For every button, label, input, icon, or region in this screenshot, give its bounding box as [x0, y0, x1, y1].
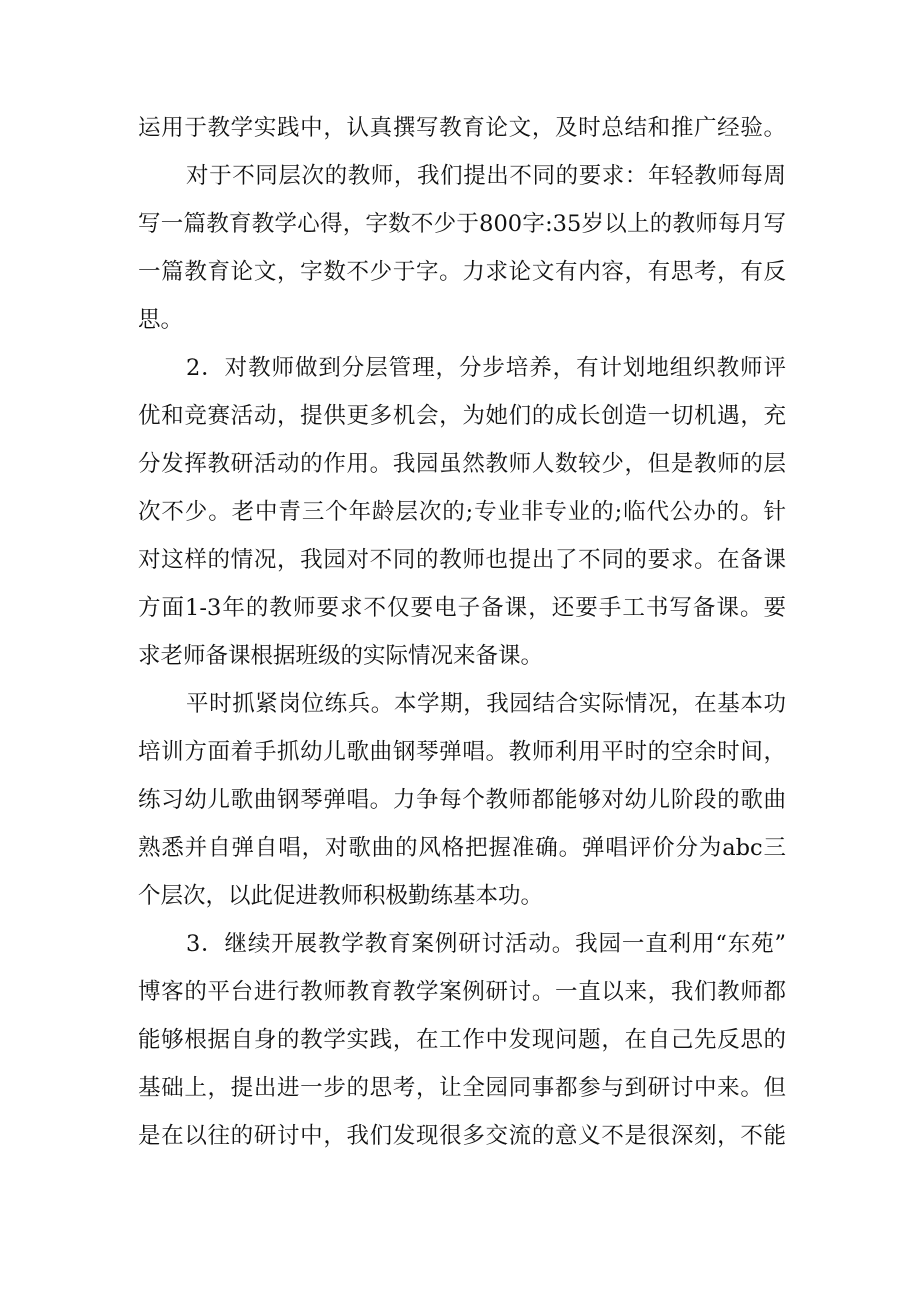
text-line: 次不少。老中青三个年龄层次的;专业非专业的;临代公办的。针 — [138, 499, 786, 525]
text-line: 对于不同层次的教师，我们提出不同的要求：年轻教师每周 — [186, 163, 786, 189]
text-line: 优和竞赛活动，提供更多机会，为她们的成长创造一切机遇，充 — [138, 403, 786, 429]
text-line: 一篇教育论文，字数不少于字。力求论文有内容，有思考，有反 — [138, 259, 786, 285]
text-line: 对这样的情况，我园对不同的教师也提出了不同的要求。在备课 — [138, 547, 786, 573]
text-line: 是在以往的研讨中，我们发现很多交流的意义不是很深刻，不能 — [138, 1123, 786, 1149]
text-line: 培训方面着手抓幼儿歌曲钢琴弹唱。教师利用平时的空余时间， — [138, 739, 786, 765]
text-line: 博客的平台进行教师教育教学案例研讨。一直以来，我们教师都 — [138, 979, 786, 1005]
text-line: 思。 — [138, 307, 184, 333]
text-line: 写一篇教育教学心得，字数不少于800字:35岁以上的教师每月写 — [138, 211, 786, 237]
text-line: 运用于教学实践中，认真撰写教育论文，及时总结和推广经验。 — [138, 115, 786, 141]
text-line: 3．继续开展教学教育案例研讨活动。我园一直利用“东苑” — [186, 931, 786, 957]
body-text — [138, 104, 786, 1160]
text-line: 练习幼儿歌曲钢琴弹唱。力争每个教师都能够对幼儿阶段的歌曲 — [138, 787, 786, 813]
text-line: 基础上，提出进一步的思考，让全园同事都参与到研讨中来。但 — [138, 1075, 786, 1101]
text-line: 2．对教师做到分层管理，分步培养，有计划地组织教师评 — [186, 355, 786, 381]
text-line: 平时抓紧岗位练兵。本学期，我园结合实际情况，在基本功 — [186, 691, 786, 717]
text-line: 能够根据自身的教学实践，在工作中发现问题，在自己先反思的 — [138, 1027, 786, 1053]
text-line: 求老师备课根据班级的实际情况来备课。 — [138, 643, 544, 669]
text-line: 方面1-3年的教师要求不仅要电子备课，还要手工书写备课。要 — [138, 595, 786, 621]
text-line: 个层次，以此促进教师积极勤练基本功。 — [138, 883, 544, 909]
text-line: 分发挥教研活动的作用。我园虽然教师人数较少，但是教师的层 — [138, 451, 786, 477]
text-line: 熟悉并自弹自唱，对歌曲的风格把握准确。弹唱评价分为abc三 — [138, 835, 786, 861]
